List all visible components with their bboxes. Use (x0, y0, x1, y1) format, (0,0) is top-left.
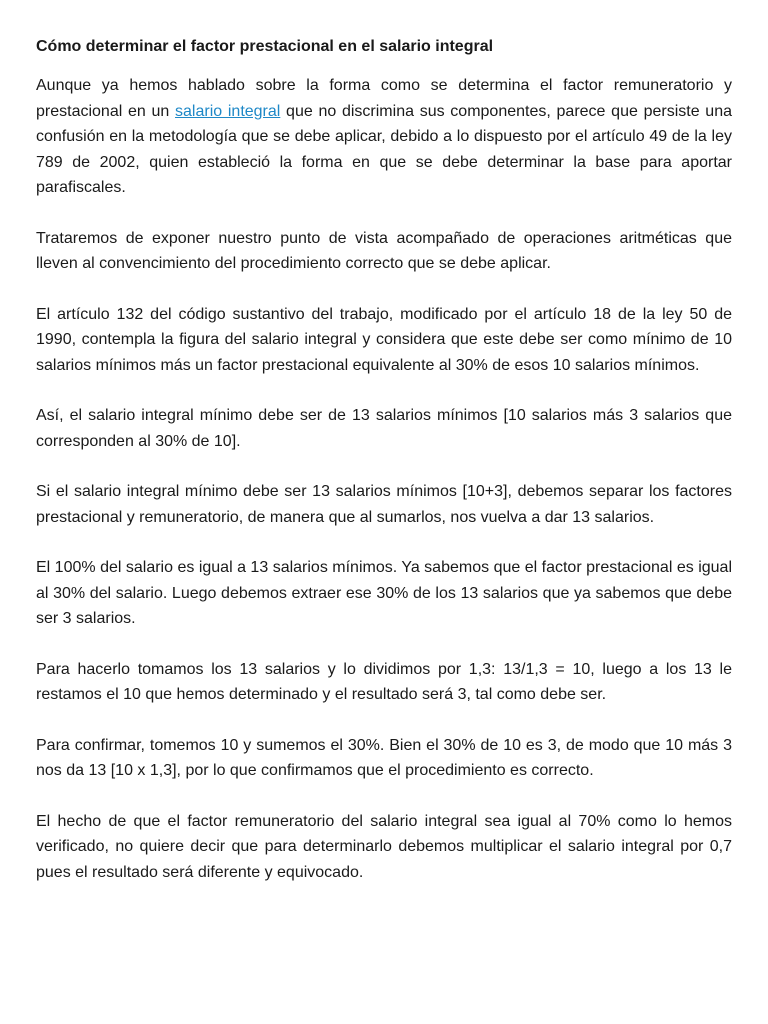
paragraph-4: Si el salario integral mínimo debe ser 13 salarios mínimos [10+3], debemos separar los factores prestacional y remuneratorio, de manera que al sumarlos, nos vuelva a dar 13 salarios. (36, 483, 732, 526)
intro-text-before-link: Aunque ya hemos hablado sobre la forma como se determina el factor remuneratorio y prestacional en un (36, 77, 732, 120)
paragraph-7: Para confirmar, tomemos 10 y sumemos el 30%. Bien el 30% de 10 es 3, de modo que 10 más 3 nos da 13 [10 x 1,3], por lo que confirmamos que el procedimiento es correcto. (36, 736, 732, 779)
paragraph-1: Trataremos de exponer nuestro punto de vista acompañado de operaciones aritméticas que lleven al convencimiento del procedimiento correcto que se debe aplicar. (36, 229, 732, 272)
paragraph-5: El 100% del salario es igual a 13 salarios mínimos. Ya sabemos que el factor prestacional es igual al 30% del salario. Luego debemos extraer ese 30% de los 13 salarios que ya sabemos que debe ser 3 salarios. (36, 559, 732, 627)
paragraph-2: El artículo 132 del código sustantivo del trabajo, modificado por el artículo 18 de la ley 50 de 1990, contempla la figura del salario integral y considera que este debe ser como mínimo de 10 salarios mínimos más un factor prestacional equivalente al 30% de esos 10 salarios mínimos. (36, 305, 732, 374)
document-page (36, 36, 732, 910)
intro-text-after-link: que no discrimina sus componentes, parece que persiste una confusión en la metodología que se debe aplicar, debido a lo dispuesto por el artículo 49 de la ley 789 de 2002, quien estableció la forma en que se debe determinar la base para aportar parafiscales. (36, 102, 733, 196)
document-title: Cómo determinar el factor prestacional en el salario integral (36, 38, 494, 55)
intro-paragraph (36, 73, 732, 201)
paragraph-6: Para hacerlo tomamos los 13 salarios y lo dividimos por 1,3: 13/1,3 = 10, luego a los 13 le restamos el 10 que hemos determinado y el resultado será 3, tal como debe ser. (36, 660, 732, 703)
paragraph-8: El hecho de que el factor remuneratorio del salario integral sea igual al 70% como lo hemos verificado, no quiere decir que para determinarlo debemos multiplicar el salario integral por 0,7 pues el resultado será diferente y equivocado. (36, 812, 732, 881)
salario-integral-link[interactable]: salario integral (175, 102, 281, 120)
paragraph-3: Así, el salario integral mínimo debe ser de 13 salarios mínimos [10 salarios más 3 salarios que corresponden al 30% de 10]. (36, 407, 732, 450)
